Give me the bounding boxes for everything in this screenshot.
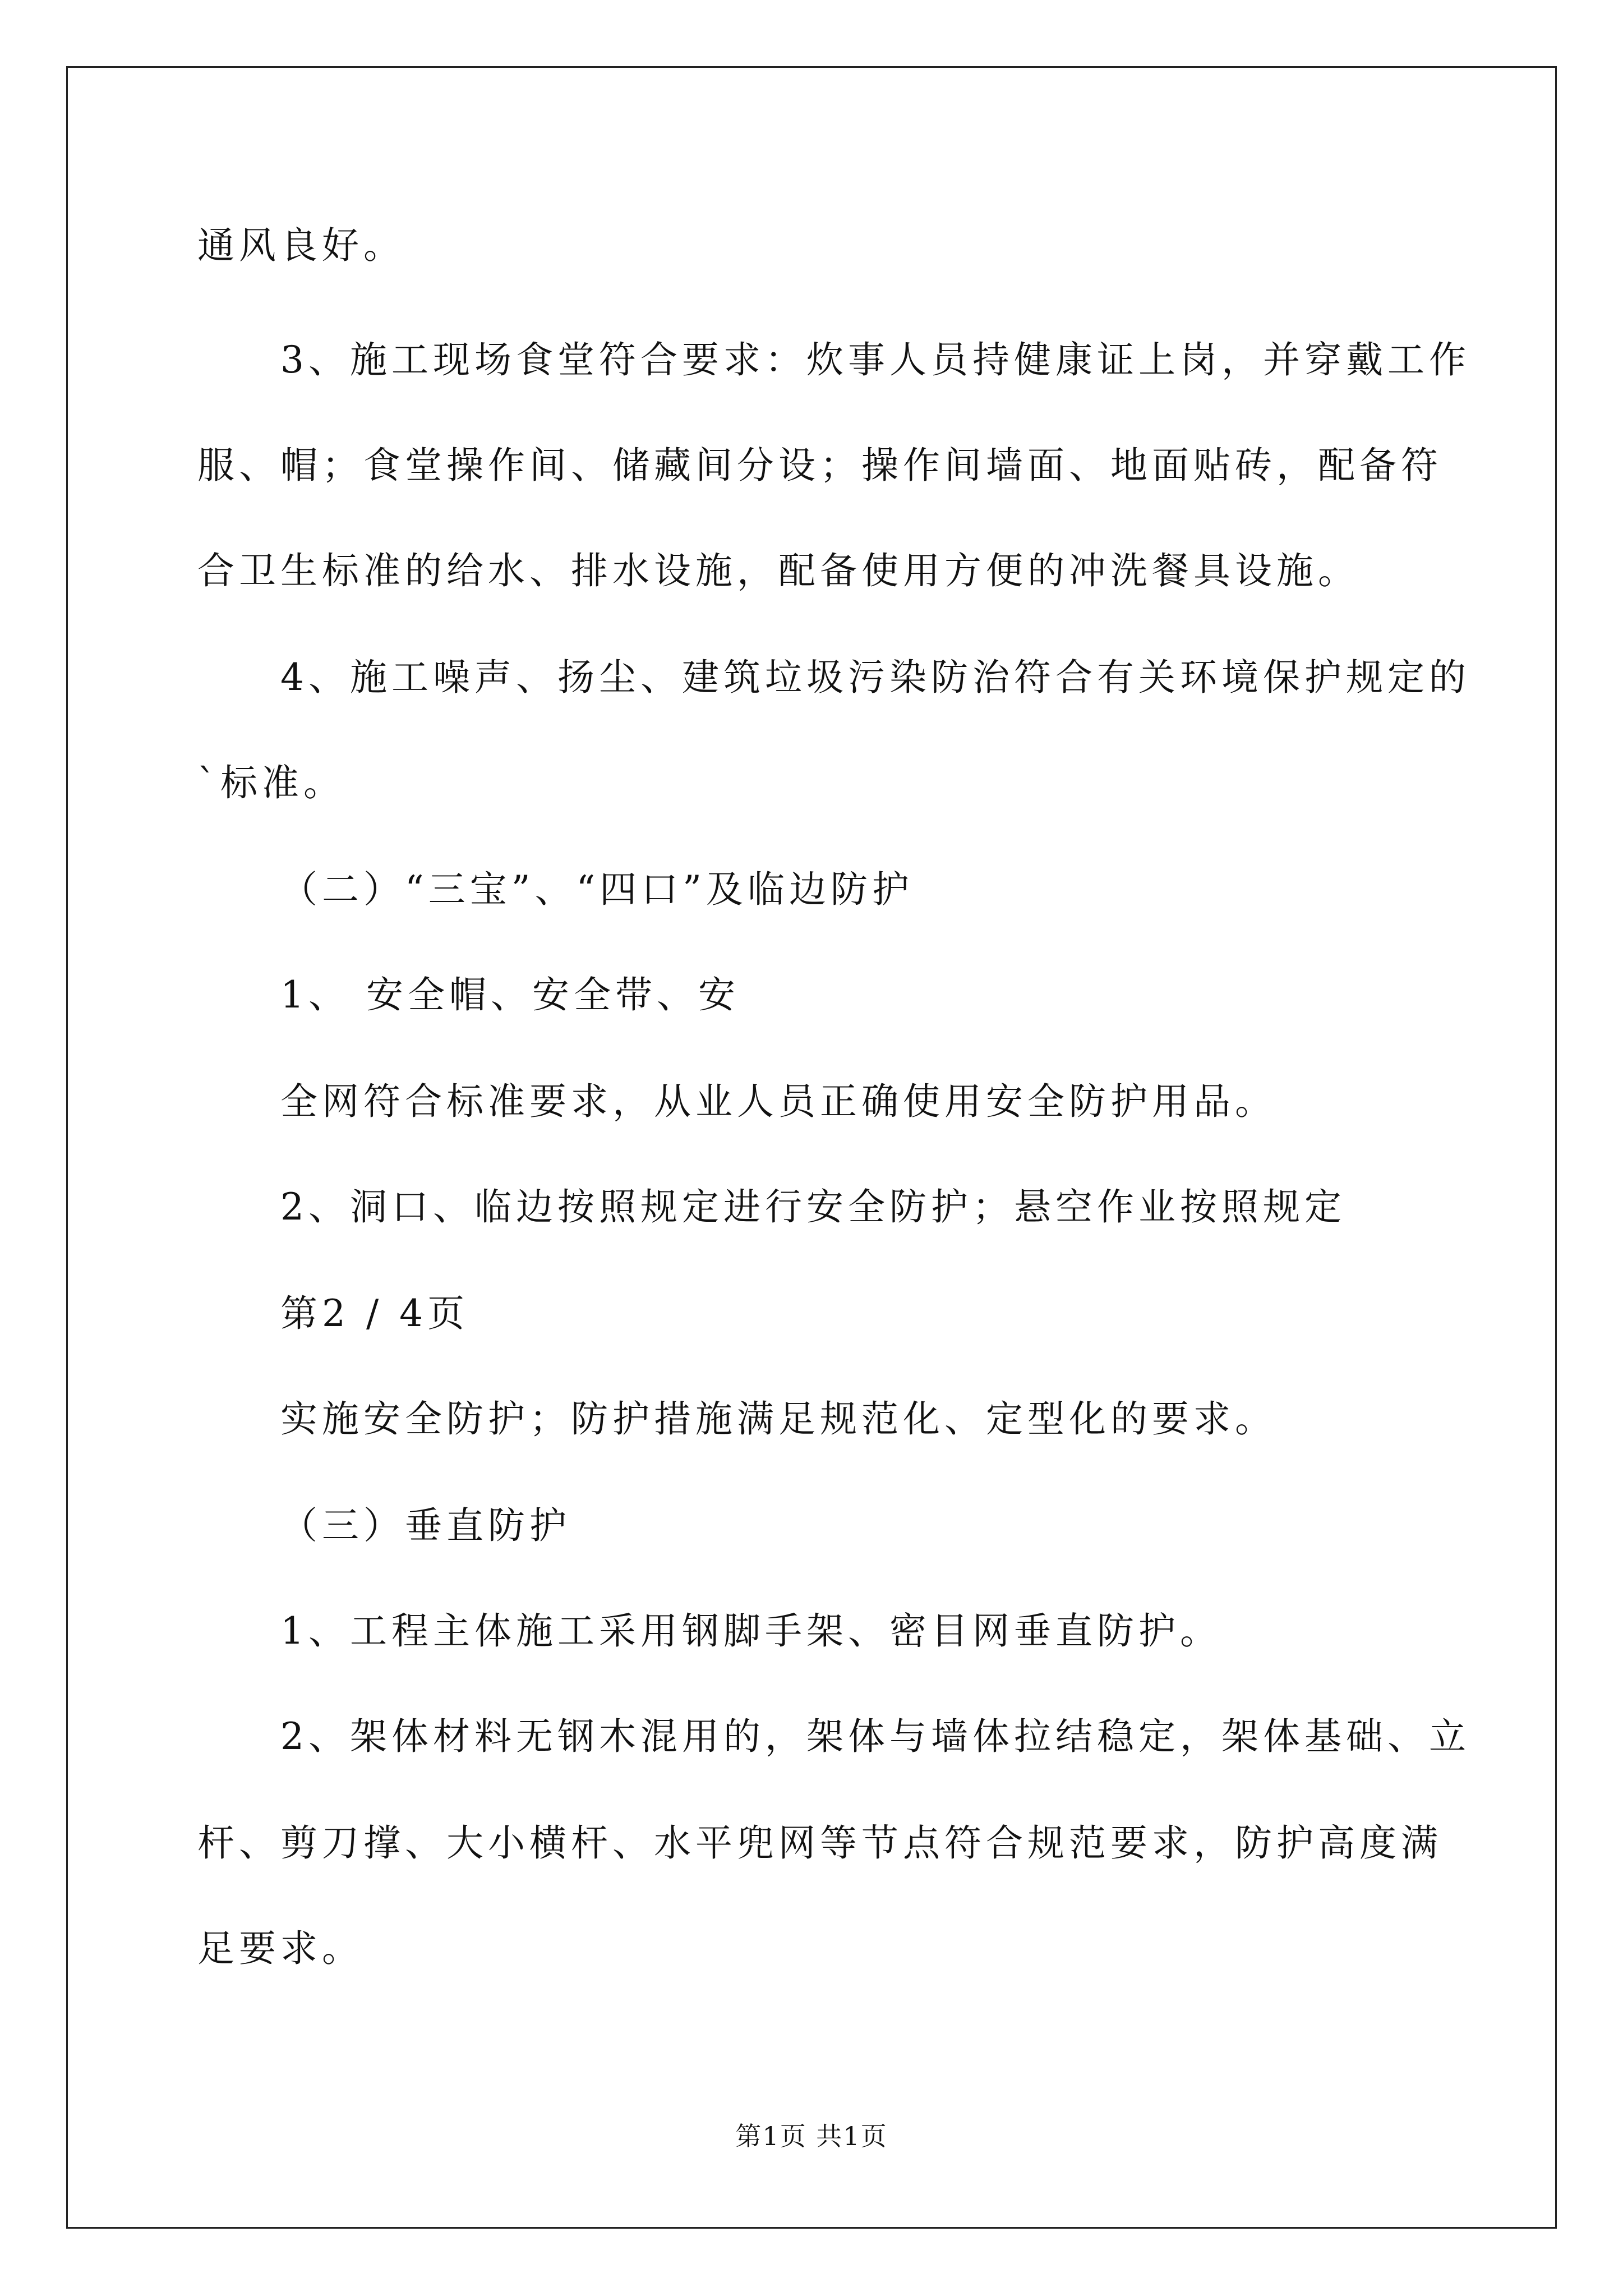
text-line: 2、洞口、临边按照规定进行安全防护；悬空作业按照规定	[280, 1185, 1346, 1228]
page-border	[66, 66, 1557, 2229]
section-heading: （三）垂直防护	[280, 1504, 571, 1547]
text-line: 通风良好。	[197, 224, 405, 267]
text-line: 3、施工现场食堂符合要求：炊事人员持健康证上岗，并穿戴工作	[280, 338, 1470, 381]
text-line: 合卫生标准的给水、排水设施，配备使用方便的冲洗餐具设施。	[197, 549, 1359, 592]
text-line: 足要求。	[197, 1927, 363, 1970]
section-heading: （二）“三宝”、“四口”及临边防护	[280, 868, 914, 911]
text-line: 杆、剪刀撑、大小横杆、水平兜网等节点符合规范要求，防护高度满	[197, 1821, 1442, 1865]
text-line: 实施安全防护；防护措施满足规范化、定型化的要求。	[280, 1397, 1276, 1441]
text-line: 全网符合标准要求，从业人员正确使用安全防护用品。	[280, 1080, 1276, 1123]
text-line: 服、帽；食堂操作间、储藏间分设；操作间墙面、地面贴砖，配备符	[197, 444, 1442, 487]
text-line: 1、工程主体施工采用钢脚手架、密目网垂直防护。	[280, 1609, 1221, 1653]
page-marker: 第2 / 4页	[280, 1292, 469, 1335]
text-line: 1、 安全帽、安全带、安	[280, 973, 740, 1016]
text-line: 4、施工噪声、扬尘、建筑垃圾污染防治符合有关环境保护规定的	[280, 656, 1470, 699]
text-line: `标准。	[197, 761, 345, 804]
page-footer: 第1页 共1页	[735, 2121, 888, 2151]
text-line: 2、架体材料无钢木混用的，架体与墙体拉结稳定，架体基础、立	[280, 1715, 1470, 1758]
